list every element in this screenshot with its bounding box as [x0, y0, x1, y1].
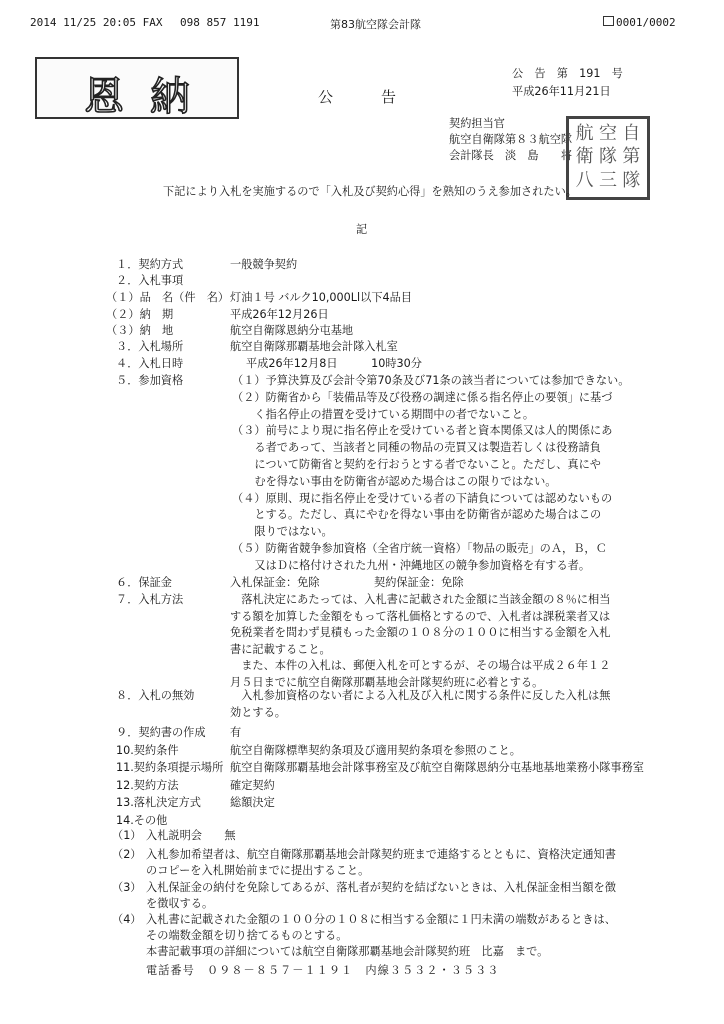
other-line: 入札保証金の納付を免除してあるが、落札者が契約を結ばないときは、入札保証金相当額を徴: [146, 881, 616, 894]
other-line: 入札説明会 無: [146, 829, 236, 842]
fax-sender: 第83航空隊会計隊: [330, 18, 421, 31]
method-line: 落札決定にあたっては、入札書に記載された金額に当該金額の８％に相当: [230, 593, 611, 606]
qualification-line: （４）原則、現に指名停止を受けている者の下請負については認めないもの: [232, 491, 613, 505]
method-line: 月５日までに航空自衛隊那覇基地会計隊契約班に必着とする。: [230, 675, 544, 689]
item-value: 平成26年12月8日 10時30分: [246, 357, 422, 370]
item-label: （３）納 地: [106, 324, 174, 337]
seal-char: 自: [622, 123, 641, 144]
ki-heading: 記: [356, 223, 368, 236]
qualification-line: く指名停止の措置を受けている期間中の者でないこと。: [232, 407, 535, 421]
issuer-unit: 航空自衛隊第８３航空隊: [449, 133, 573, 146]
page-title: 公 告: [318, 88, 403, 106]
item-value: 確定契約: [230, 778, 275, 792]
item-label: 12.契約方法: [116, 778, 179, 792]
seal-char: 空: [598, 123, 617, 144]
other-line: のコピーを入札開始前までに提出すること。: [146, 864, 370, 877]
other-line: その端数金額を切り捨てるものとする。: [146, 929, 348, 942]
item-label: 11.契約条項提示場所: [116, 761, 224, 774]
method-label: ７．入札方法: [116, 593, 184, 606]
method-line: 免税業者を問わず見積もった金額の１０８分の１００に相当する金額を入札: [230, 626, 611, 639]
fax-number: 098 857 1191: [180, 16, 260, 29]
item-value: 航空自衛隊恩納分屯基地: [230, 324, 354, 337]
item-label: ４．入札日時: [116, 357, 184, 370]
qualification-line: る者であって、当該者と同種の物品の売買又は製造若しくは役務請負: [232, 441, 601, 455]
other-number: （2）: [112, 848, 142, 861]
qualification-line: （１）予算決算及び会計令第70条及び71条の該当者については参加できない。: [232, 374, 630, 387]
item-label: （２）納 期: [106, 308, 174, 321]
item-label: １．契約方式: [116, 258, 184, 271]
item-value: 航空自衛隊那覇基地会計隊事務室及び航空自衛隊恩納分屯基地基地業務小隊事務室: [230, 761, 644, 774]
method-line: 書に記載すること。: [230, 642, 331, 656]
item-label: ９．契約書の作成: [116, 726, 206, 739]
fax-page-number: 0001/0002: [616, 16, 676, 29]
item-label: ２．入札事項: [116, 274, 184, 287]
issuer-title: 契約担当官: [449, 117, 505, 130]
item-label: ５．参加資格: [116, 374, 184, 387]
fax-page: [603, 16, 676, 29]
seal-char: 航: [575, 123, 594, 144]
qualification-line: 又はＤに格付けされた九州・沖縄地区の競争参加資格を有する者。: [232, 558, 591, 572]
method-line: また、本件の入札は、郵便入札を可とするが、その場合は平成２６年１２: [230, 659, 611, 672]
other-line: 入札参加希望者は、航空自衛隊那覇基地会計隊契約班まで連絡するとともに、資格決定通知書: [146, 848, 616, 861]
phone-number: 電話番号 ０９８－８５７－１１９１ 内線３５３２・３５３３: [146, 964, 500, 977]
other-number: （3）: [112, 881, 142, 894]
fax-datetime: 2014 11/25 20:05 FAX: [30, 16, 163, 29]
item-value: 平成26年12月26日: [230, 308, 329, 321]
qualification-line: 限りではない。: [232, 525, 333, 539]
seal-char: 第: [622, 146, 641, 168]
contract-guarantee: 契約保証金：免除: [374, 576, 464, 589]
invalid-line: 効とする。: [230, 706, 286, 719]
qualification-line: とする。ただし、真にやむを得ない事由を防衛省が認めた場合はこの: [232, 508, 602, 522]
qualification-line: （５）防衛省競争参加資格（全省庁統一資格）「物品の販売」のＡ，Ｂ，Ｃ: [232, 542, 607, 555]
item-value: 総額決定: [230, 796, 275, 809]
seal-char: 隊: [598, 146, 617, 168]
fax-checkbox-icon: [603, 16, 614, 26]
notice-date: 平成26年11月21日: [512, 85, 611, 98]
bid-guarantee: 入札保証金：免除: [230, 576, 320, 589]
qualification-line: （２）防衛省から「装備品等及び役務の調達に係る指名停止の要領」に基づ: [232, 390, 613, 404]
seal-char: 三: [598, 169, 617, 191]
seal-char: 八: [575, 169, 594, 191]
notice-number: 公 告 第 191 号: [512, 67, 623, 80]
qualification-line: （３）前号により現に指名停止を受けている者と資本関係又は人的関係にあ: [232, 424, 613, 438]
item-value: 一般競争契約: [230, 258, 298, 271]
other-number: （4）: [112, 913, 142, 926]
qualification-line: むを得ない事由を防衛省が認めた場合はこの限りではない。: [232, 474, 557, 488]
item-label: 10.契約条件: [116, 743, 179, 757]
guarantee-label: ６．保証金: [116, 576, 172, 589]
onna-stamp: [35, 57, 239, 119]
official-seal: [566, 116, 650, 200]
seal-char: 隊: [622, 169, 641, 191]
invalid-label: ８．入札の無効: [116, 689, 195, 702]
stamp-text: 恩納: [84, 74, 216, 120]
other-line: を徴収する。: [146, 897, 214, 910]
qualification-line: について防衛省と契約を行おうとする者でないこと。ただし、真にや: [232, 458, 601, 471]
item-value: 航空自衛隊標準契約条項及び適用契約条項を参照のこと。: [230, 743, 521, 757]
item-label: 14.その他: [116, 813, 168, 827]
item-label: ３．入札場所: [116, 340, 184, 353]
item-value: 有: [230, 726, 242, 739]
other-number: （1）: [112, 829, 142, 842]
item-label: （１）品 名（件 名）: [106, 291, 230, 304]
item-label: 13.落札決定方式: [116, 796, 201, 809]
item-value: 航空自衛隊那覇基地会計隊入札室: [230, 340, 398, 353]
other-line: 入札書に記載された金額の１００分の１０８に相当する金額に１円未満の端数があるときは、: [146, 913, 616, 926]
invalid-line: 入札参加資格のない者による入札及び入札に関する条件に反した入札は無: [230, 689, 611, 702]
contact-note: 本書記載事項の詳細については航空自衛隊那覇基地会計隊契約班 比嘉 まで。: [146, 945, 549, 958]
issuer-name: 会計隊長 淡 島 将: [449, 149, 573, 162]
method-line: する額を加算した金額をもって落札価格とするので、入札者は課税業者又は: [230, 609, 611, 623]
intro-text: 下記により入札を実施するので「入札及び契約心得」を熟知のうえ参加されたい。: [163, 185, 577, 198]
item-value: 灯油１号 バルク10,000Ll以下4品目: [230, 291, 412, 304]
seal-char: 衛: [575, 146, 594, 168]
